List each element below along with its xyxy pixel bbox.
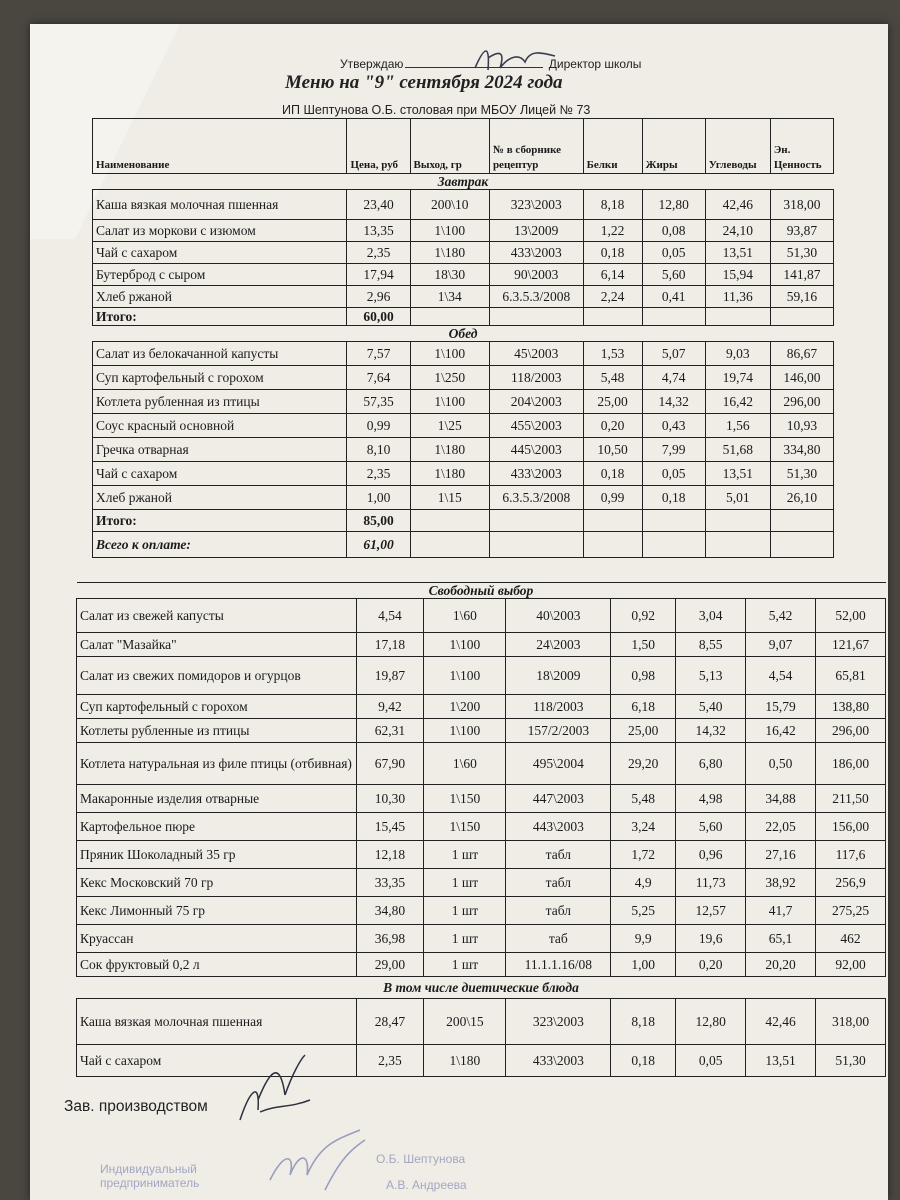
cell-p: 0,20 <box>583 414 642 438</box>
cell-name: Чай с сахаром <box>77 1045 357 1077</box>
cell-rec: 447\2003 <box>506 785 611 813</box>
cell-rec: 495\2004 <box>506 743 611 785</box>
cell-c: 0,50 <box>746 743 816 785</box>
cell-price: 7,64 <box>347 366 410 390</box>
cell-out: 1\180 <box>424 1045 506 1077</box>
cell-price: 7,57 <box>347 342 410 366</box>
cell-c: 5,01 <box>705 486 770 510</box>
pay-row <box>93 532 834 558</box>
cell-out: 1\100 <box>410 220 489 242</box>
cell-p: 29,20 <box>611 743 676 785</box>
cell-price: 0,99 <box>347 414 410 438</box>
cell-name: Суп картофельный с горохом <box>77 695 357 719</box>
cell-e: 318,00 <box>770 190 833 220</box>
cell-out: 1\150 <box>424 785 506 813</box>
cell-f: 0,05 <box>642 242 705 264</box>
col-carbs: Углеводы <box>705 119 770 174</box>
cell-c: 22,05 <box>746 813 816 841</box>
cell-out: 1\250 <box>410 366 489 390</box>
cell-e: 256,9 <box>816 869 886 897</box>
cell-out: 1 шт <box>424 925 506 953</box>
cell-c: 38,92 <box>746 869 816 897</box>
menu-table-free <box>76 582 886 1077</box>
cell-f: 5,40 <box>676 695 746 719</box>
cell-e: 275,25 <box>816 897 886 925</box>
cell-f: 8,55 <box>676 633 746 657</box>
cell-c: 51,68 <box>705 438 770 462</box>
cell-p: 2,24 <box>583 286 642 308</box>
section-title-row <box>77 977 886 999</box>
cell-c: 13,51 <box>705 462 770 486</box>
section-title-row <box>77 583 886 599</box>
menu-row <box>93 220 834 242</box>
cell-e: 334,80 <box>770 438 833 462</box>
cell-p: 25,00 <box>583 390 642 414</box>
section-title: Завтрак <box>93 174 834 190</box>
cell-rec: 45\2003 <box>489 342 583 366</box>
cell-out: 1\200 <box>424 695 506 719</box>
cell-f: 5,07 <box>642 342 705 366</box>
cell-price: 9,42 <box>356 695 424 719</box>
total-row <box>93 308 834 326</box>
cell-f: 5,13 <box>676 657 746 695</box>
cell-c: 34,88 <box>746 785 816 813</box>
cell-c: 16,42 <box>746 719 816 743</box>
cell-name: Салат "Мазайка" <box>77 633 357 657</box>
cell-out: 1 шт <box>424 841 506 869</box>
table-header <box>93 119 834 174</box>
cell-f: 0,41 <box>642 286 705 308</box>
cell-f: 11,73 <box>676 869 746 897</box>
cell-name: Соус красный основной <box>93 414 347 438</box>
cell-name: Суп картофельный с горохом <box>93 366 347 390</box>
cell-rec: 455\2003 <box>489 414 583 438</box>
cell-c: 13,51 <box>705 242 770 264</box>
page-subtitle: ИП Шептунова О.Б. столовая при МБОУ Лицей № 73 <box>282 103 591 117</box>
cell-e: 52,00 <box>816 599 886 633</box>
cell-price: 8,10 <box>347 438 410 462</box>
cell-c: 65,1 <box>746 925 816 953</box>
menu-row <box>77 869 886 897</box>
cell-f: 0,05 <box>642 462 705 486</box>
cell-price: 12,18 <box>356 841 424 869</box>
cell-e: 296,00 <box>816 719 886 743</box>
cell-p: 0,18 <box>583 242 642 264</box>
cell-rec: 323\2003 <box>506 999 611 1045</box>
cell-e: 211,50 <box>816 785 886 813</box>
cell-rec: 433\2003 <box>489 462 583 486</box>
cell-c: 1,56 <box>705 414 770 438</box>
cell-name: Каша вязкая молочная пшенная <box>77 999 357 1045</box>
cell-e: 59,16 <box>770 286 833 308</box>
menu-row <box>93 486 834 510</box>
menu-row <box>93 286 834 308</box>
cell-f: 3,04 <box>676 599 746 633</box>
cell-p: 0,18 <box>583 462 642 486</box>
menu-row <box>77 953 886 977</box>
cell-out: 200\15 <box>424 999 506 1045</box>
cell-p: 1,50 <box>611 633 676 657</box>
menu-row <box>93 414 834 438</box>
cell-rec: 157/2/2003 <box>506 719 611 743</box>
cell-c: 27,16 <box>746 841 816 869</box>
cell-out: 1\15 <box>410 486 489 510</box>
cell-c: 13,51 <box>746 1045 816 1077</box>
total-value: 85,00 <box>347 510 410 532</box>
cell-c: 19,74 <box>705 366 770 390</box>
cell-price: 13,35 <box>347 220 410 242</box>
cell-rec: 204\2003 <box>489 390 583 414</box>
menu-row <box>77 599 886 633</box>
menu-row <box>77 719 886 743</box>
cell-c: 41,7 <box>746 897 816 925</box>
approve-label: Утверждаю <box>340 57 404 71</box>
cell-c: 16,42 <box>705 390 770 414</box>
cell-price: 23,40 <box>347 190 410 220</box>
cell-name: Бутерброд с сыром <box>93 264 347 286</box>
cell-f: 4,74 <box>642 366 705 390</box>
cell-out: 200\10 <box>410 190 489 220</box>
cell-price: 1,00 <box>347 486 410 510</box>
menu-row <box>93 438 834 462</box>
menu-row <box>77 841 886 869</box>
menu-row <box>77 695 886 719</box>
cell-price: 10,30 <box>356 785 424 813</box>
cell-name: Котлета натуральная из филе птицы (отбивная) <box>77 743 357 785</box>
cell-rec: 6.3.5.3/2008 <box>489 286 583 308</box>
cell-name: Хлеб ржаной <box>93 286 347 308</box>
cell-f: 14,32 <box>676 719 746 743</box>
cell-e: 318,00 <box>816 999 886 1045</box>
cell-out: 1\25 <box>410 414 489 438</box>
cell-name: Каша вязкая молочная пшенная <box>93 190 347 220</box>
cell-rec: 13\2009 <box>489 220 583 242</box>
cell-price: 2,96 <box>347 286 410 308</box>
menu-row <box>93 462 834 486</box>
cell-out: 1\60 <box>424 743 506 785</box>
cell-e: 156,00 <box>816 813 886 841</box>
cell-e: 141,87 <box>770 264 833 286</box>
cell-c: 9,03 <box>705 342 770 366</box>
director-signature <box>470 40 560 75</box>
name-andreeva: А.В. Андреева <box>386 1178 467 1192</box>
cell-e: 51,30 <box>816 1045 886 1077</box>
cell-rec: табл <box>506 869 611 897</box>
cell-name: Котлеты рубленные из птицы <box>77 719 357 743</box>
cell-price: 28,47 <box>356 999 424 1045</box>
cell-name: Салат из свежих помидоров и огурцов <box>77 657 357 695</box>
cell-e: 65,81 <box>816 657 886 695</box>
menu-row <box>93 342 834 366</box>
cell-out: 1\100 <box>424 719 506 743</box>
cell-out: 1 шт <box>424 897 506 925</box>
section-title: В том числе диетические блюда <box>77 977 886 999</box>
section-title: Свободный выбор <box>77 583 886 599</box>
cell-f: 0,18 <box>642 486 705 510</box>
cell-f: 19,6 <box>676 925 746 953</box>
cell-p: 5,48 <box>583 366 642 390</box>
cell-p: 10,50 <box>583 438 642 462</box>
cell-rec: 24\2003 <box>506 633 611 657</box>
cell-p: 1,53 <box>583 342 642 366</box>
cell-rec: табл <box>506 897 611 925</box>
cell-out: 1\100 <box>424 657 506 695</box>
cell-p: 9,9 <box>611 925 676 953</box>
cell-name: Салат из моркови с изюмом <box>93 220 347 242</box>
cell-f: 0,96 <box>676 841 746 869</box>
cell-e: 121,67 <box>816 633 886 657</box>
menu-row <box>77 1045 886 1077</box>
cell-p: 25,00 <box>611 719 676 743</box>
cell-price: 33,35 <box>356 869 424 897</box>
cell-name: Гречка отварная <box>93 438 347 462</box>
cell-f: 12,80 <box>642 190 705 220</box>
cell-name: Пряник Шоколадный 35 гр <box>77 841 357 869</box>
cell-out: 1\180 <box>410 462 489 486</box>
section-title-row <box>93 326 834 342</box>
cell-p: 1,72 <box>611 841 676 869</box>
cell-e: 92,00 <box>816 953 886 977</box>
cell-out: 1\60 <box>424 599 506 633</box>
approver-title: Директор школы <box>548 57 642 71</box>
cell-rec: 443\2003 <box>506 813 611 841</box>
cell-price: 15,45 <box>356 813 424 841</box>
cell-name: Чай с сахаром <box>93 462 347 486</box>
cell-f: 7,99 <box>642 438 705 462</box>
cell-rec: 18\2009 <box>506 657 611 695</box>
cell-c: 5,42 <box>746 599 816 633</box>
cell-rec: 433\2003 <box>489 242 583 264</box>
cell-f: 0,43 <box>642 414 705 438</box>
pay-label: Всего к оплате: <box>93 532 347 558</box>
cell-name: Хлеб ржаной <box>93 486 347 510</box>
menu-row <box>77 999 886 1045</box>
name-sheptunova: О.Б. Шептунова <box>376 1152 466 1166</box>
cell-name: Салат из белокачанной капусты <box>93 342 347 366</box>
menu-row <box>93 264 834 286</box>
cell-price: 62,31 <box>356 719 424 743</box>
cell-price: 57,35 <box>347 390 410 414</box>
cell-rec: таб <box>506 925 611 953</box>
cell-e: 51,30 <box>770 462 833 486</box>
cell-out: 1\180 <box>410 242 489 264</box>
cell-name: Картофельное пюре <box>77 813 357 841</box>
cell-rec: 118/2003 <box>506 695 611 719</box>
cell-e: 186,00 <box>816 743 886 785</box>
cell-p: 4,9 <box>611 869 676 897</box>
menu-row <box>77 743 886 785</box>
cell-f: 14,32 <box>642 390 705 414</box>
col-protein: Белки <box>583 119 642 174</box>
cell-p: 5,48 <box>611 785 676 813</box>
cell-p: 1,00 <box>611 953 676 977</box>
cell-price: 17,18 <box>356 633 424 657</box>
cell-p: 0,98 <box>611 657 676 695</box>
cell-c: 15,94 <box>705 264 770 286</box>
col-recipe: № в сборнике рецептур <box>489 119 583 174</box>
cell-e: 26,10 <box>770 486 833 510</box>
cell-price: 2,35 <box>347 462 410 486</box>
cell-price: 17,94 <box>347 264 410 286</box>
cell-rec: 11.1.1.16/08 <box>506 953 611 977</box>
stamp-signature <box>265 1120 375 1195</box>
cell-rec: 323\2003 <box>489 190 583 220</box>
menu-row <box>93 242 834 264</box>
production-label: Зав. производством <box>64 1098 208 1115</box>
cell-p: 6,18 <box>611 695 676 719</box>
cell-price: 2,35 <box>356 1045 424 1077</box>
cell-name: Сок фруктовый 0,2 л <box>77 953 357 977</box>
cell-e: 138,80 <box>816 695 886 719</box>
cell-f: 12,80 <box>676 999 746 1045</box>
cell-e: 93,87 <box>770 220 833 242</box>
total-row <box>93 510 834 532</box>
cell-c: 9,07 <box>746 633 816 657</box>
cell-name: Круассан <box>77 925 357 953</box>
cell-e: 51,30 <box>770 242 833 264</box>
cell-out: 1\100 <box>424 633 506 657</box>
cell-out: 1\34 <box>410 286 489 308</box>
cell-price: 4,54 <box>356 599 424 633</box>
cell-p: 5,25 <box>611 897 676 925</box>
col-price: Цена, руб <box>347 119 410 174</box>
cell-c: 15,79 <box>746 695 816 719</box>
cell-p: 6,14 <box>583 264 642 286</box>
cell-price: 67,90 <box>356 743 424 785</box>
cell-price: 19,87 <box>356 657 424 695</box>
cell-f: 0,20 <box>676 953 746 977</box>
cell-e: 86,67 <box>770 342 833 366</box>
menu-row <box>93 366 834 390</box>
cell-f: 5,60 <box>642 264 705 286</box>
cell-rec: табл <box>506 841 611 869</box>
cell-p: 8,18 <box>611 999 676 1045</box>
stamp-entrepreneur: Индивидуальный предприниматель <box>100 1162 200 1190</box>
section-title: Обед <box>93 326 834 342</box>
cell-name: Чай с сахаром <box>93 242 347 264</box>
cell-p: 8,18 <box>583 190 642 220</box>
cell-c: 11,36 <box>705 286 770 308</box>
cell-f: 0,05 <box>676 1045 746 1077</box>
cell-c: 20,20 <box>746 953 816 977</box>
section-title-row <box>93 174 834 190</box>
cell-p: 1,22 <box>583 220 642 242</box>
cell-name: Салат из свежей капусты <box>77 599 357 633</box>
cell-rec: 6.3.5.3/2008 <box>489 486 583 510</box>
cell-out: 1 шт <box>424 953 506 977</box>
col-name: Наименование <box>93 119 347 174</box>
cell-f: 12,57 <box>676 897 746 925</box>
cell-price: 29,00 <box>356 953 424 977</box>
cell-rec: 433\2003 <box>506 1045 611 1077</box>
menu-row <box>93 190 834 220</box>
cell-f: 4,98 <box>676 785 746 813</box>
cell-rec: 118/2003 <box>489 366 583 390</box>
cell-c: 42,46 <box>705 190 770 220</box>
cell-e: 10,93 <box>770 414 833 438</box>
cell-name: Котлета рубленная из птицы <box>93 390 347 414</box>
page-title: Меню на "9" сентября 2024 года <box>285 72 563 93</box>
cell-p: 0,92 <box>611 599 676 633</box>
menu-row <box>77 813 886 841</box>
cell-rec: 40\2003 <box>506 599 611 633</box>
cell-name: Кекс Московский 70 гр <box>77 869 357 897</box>
cell-name: Кекс Лимонный 75 гр <box>77 897 357 925</box>
cell-rec: 90\2003 <box>489 264 583 286</box>
cell-p: 0,18 <box>611 1045 676 1077</box>
cell-out: 1\100 <box>410 390 489 414</box>
pay-value: 61,00 <box>347 532 410 558</box>
menu-row <box>77 925 886 953</box>
col-energy: Эн. Ценность <box>770 119 833 174</box>
cell-rec: 445\2003 <box>489 438 583 462</box>
cell-out: 18\30 <box>410 264 489 286</box>
cell-e: 296,00 <box>770 390 833 414</box>
cell-price: 34,80 <box>356 897 424 925</box>
cell-c: 4,54 <box>746 657 816 695</box>
menu-row <box>93 390 834 414</box>
col-output: Выход, гр <box>410 119 489 174</box>
cell-out: 1\100 <box>410 342 489 366</box>
menu-table-main <box>92 118 834 558</box>
menu-row <box>77 633 886 657</box>
cell-price: 36,98 <box>356 925 424 953</box>
cell-e: 462 <box>816 925 886 953</box>
cell-e: 117,6 <box>816 841 886 869</box>
production-signature <box>230 1050 320 1130</box>
cell-f: 0,08 <box>642 220 705 242</box>
cell-c: 42,46 <box>746 999 816 1045</box>
cell-e: 146,00 <box>770 366 833 390</box>
cell-price: 2,35 <box>347 242 410 264</box>
cell-out: 1 шт <box>424 869 506 897</box>
total-label: Итого: <box>93 510 347 532</box>
menu-row <box>77 657 886 695</box>
menu-row <box>77 785 886 813</box>
cell-name: Макаронные изделия отварные <box>77 785 357 813</box>
cell-out: 1\150 <box>424 813 506 841</box>
cell-f: 6,80 <box>676 743 746 785</box>
total-value: 60,00 <box>347 308 410 326</box>
cell-p: 0,99 <box>583 486 642 510</box>
col-fat: Жиры <box>642 119 705 174</box>
total-label: Итого: <box>93 308 347 326</box>
cell-c: 24,10 <box>705 220 770 242</box>
cell-out: 1\180 <box>410 438 489 462</box>
cell-p: 3,24 <box>611 813 676 841</box>
menu-row <box>77 897 886 925</box>
cell-f: 5,60 <box>676 813 746 841</box>
